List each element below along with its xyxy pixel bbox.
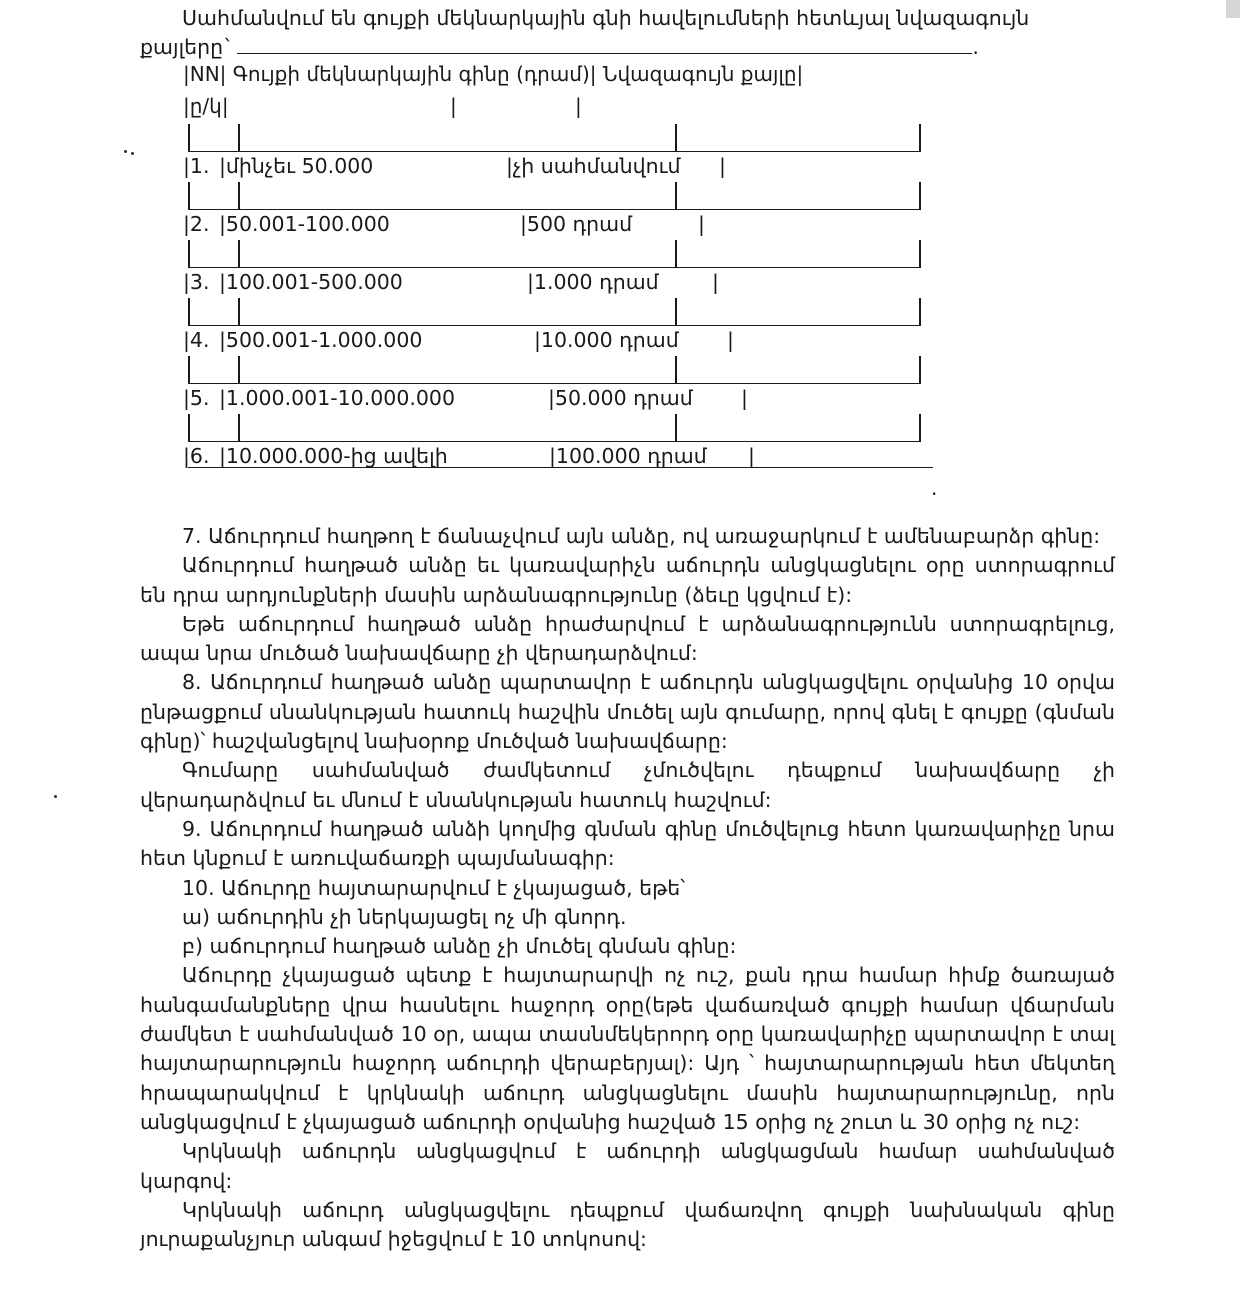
row-end-bar: | [712,270,719,294]
intro-line-2-suffix: . [972,35,979,59]
paragraph: Աճուրդը չկայացած պետք է հայտարարվի ոչ ուշ, քան դրա համար հիմք ծառայած հանգամանքները վրա հասնելու հաջորդ օրը(եթե վաճառված գույքի համար վճարման ժամկետ է սահմանված 10 օր, ապա տասնմեկերորդ օրը կառավարիչը պարտավոր է տալ հայտարարություն հաջորդ աճուրդի վերաբերյալ): Այդ ՝ հայտարարության հետ մեկտեղ հրապարակվում է կրկնակի աճուրդ անցկացնելու մասին հայտարարությունը, որն անցկացվում է չկայացած աճուրդի օրվանից հաշված 15 օրից ոչ շուտ և 30 օրից ոչ ուշ: [140,963,1115,1134]
scan-speck [54,795,57,798]
row-price-range: |10.000.000-ից ավելի [219,444,448,468]
row-min-step: |1.000 դրամ [527,270,659,294]
row-number: |6. [183,444,210,468]
table-separator [183,414,923,442]
row-price-range: |100.001-500.000 [219,270,403,294]
header-col-number: |NN [183,62,220,86]
scan-speck [124,150,127,153]
intro-paragraph [140,4,1115,62]
fill-line [237,35,972,54]
row-price-range: |500.001-1.000.000 [219,328,423,352]
intro-line-2-prefix: քայլերը` [140,35,234,59]
row-min-step: |500 դրամ [520,212,633,236]
table-closing-line [188,467,933,468]
table-separator [183,356,923,384]
subheader-col-number: |ը/կ| [183,94,229,118]
table-separator [183,124,923,152]
row-price-range: |1.000.001-10.000.000 [219,386,456,410]
row-end-bar: | [727,328,734,352]
paragraph: 8. Աճուրդում հաղթած անձը պարտավոր է աճուրդն անցկացվելու օրվանից 10 օրվա ընթացքում սնանկության հատուկ հաշվին մուծել այն գումարը, որով գնել է գույքը (գնման գինը)՝ հաշվանցելով նախօրոք մուծված նախավճարը: [140,670,1115,754]
row-min-step: |100.000 դրամ [549,444,707,468]
paragraph: Եթե աճուրդում հաղթած անձը հրաժարվում է արձանագրությունն ստորագրելուց, ապա նրա մուծած նախավճարը չի վերադարձվում: [140,611,1115,666]
body-paragraphs [140,522,1115,1254]
paragraph: Աճուրդում հաղթած անձը եւ կառավարիչն աճուրդն անցկացնելու օրը ստորագրում են դրա արդյունքների մասին արձանագրությունը (ձեւը կցվում է): [140,553,1115,607]
paragraph: Գումարը սահմանված ժամկետում չմուծվելու դեպքում նախավճարը չի վերադարձվում եւ մնում է սնանկության հատուկ հաշվում: [140,758,1115,812]
paragraph: Կրկնակի աճուրդն անցկացվում է աճուրդի անցկացման համար սահմանված կարգով: [140,1139,1115,1193]
paragraph: 10. Աճուրդը հայտարարվում է չկայացած, եթե՝ [182,875,686,900]
row-end-bar: | [748,444,755,468]
table-header-row [183,62,803,86]
paragraph: 9. Աճուրդում հաղթած անձի կողմից գնման գինը մուծվելուց հետո կառավարիչը նրա հետ կնքում է առուվաճառքի պայմանագիր: [140,816,1115,871]
row-end-bar: | [698,212,705,236]
scan-edge-mark [1226,0,1240,18]
table-separator [183,298,923,326]
row-number: |2. [183,212,210,236]
subheader-divider: | [450,94,457,118]
row-price-range: |50.001-100.000 [219,212,390,236]
row-end-bar: | [741,386,748,410]
table-separator [183,182,923,210]
intro-line-2 [140,33,1115,62]
row-number: |1. [183,154,210,178]
header-col-step: | Նվազագույն քայլը| [589,62,804,86]
header-col-price: | Գույքի մեկնարկային գինը (դրամ) [219,62,590,86]
row-min-step: |50.000 դրամ [548,386,693,410]
list-item: բ) աճուրդում հաղթած անձը չի մուծել գնման գինը: [182,934,737,959]
paragraph: 7. Աճուրդում հաղթող է ճանաչվում այն անձը, ով առաջարկում է ամենաբարձր գինը: [182,524,1101,548]
row-min-step: |չի սահմանվում [506,154,681,178]
list-item: ա) աճուրդին չի ներկայացել ոչ մի գնորդ. [182,904,627,929]
row-price-range: |մինչեւ 50.000 [219,154,374,178]
row-number: |4. [183,328,210,352]
table-end-mark: . [931,476,938,500]
row-min-step: |10.000 դրամ [534,328,679,352]
subheader-divider: | [575,94,582,118]
intro-line-1: Սահմանվում են գույքի մեկնարկային գնի հավելումների հետևյալ նվազագույն [182,6,1030,30]
table-separator [183,240,923,268]
scan-speck [131,152,134,155]
paragraph: Կրկնակի աճուրդ անցկացվելու դեպքում վաճառվող գույքի նախնական գինը յուրաքանչյուր անգամ իջեցվում է 10 տոկոսով: [140,1197,1115,1252]
row-number: |3. [183,270,210,294]
row-end-bar: | [719,154,726,178]
row-number: |5. [183,386,210,410]
